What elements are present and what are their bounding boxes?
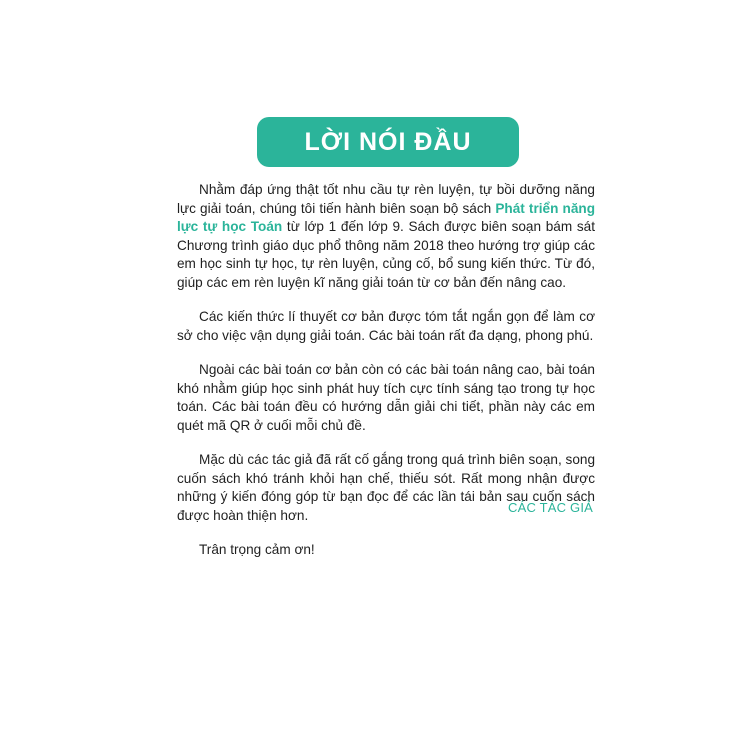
- paragraph-1-intro: Nhằm đáp ứng thật tốt nhu cầu tự rèn luyện, tự bồi dưỡng năng lực giải toán, chúng tôi tiến hành biên soạn bộ sách: [177, 182, 595, 216]
- paragraph-4: Mặc dù các tác giả đã rất cố gắng trong quá trình biên soạn, song cuốn sách khó tránh khỏi hạn chế, thiếu sót. Rất mong nhận được những ý kiến đóng góp từ bạn đọc để các lần tái bản sau cuốn sách được hoàn thiện hơn.: [177, 452, 595, 523]
- paragraph-2: Các kiến thức lí thuyết cơ bản được tóm tắt ngắn gọn để làm cơ sở cho việc vận dụng giải toán. Các bài toán rất đa dạng, phong phú.: [177, 309, 595, 343]
- book-series-title: Phát triển năng lực tự học Toán: [177, 200, 595, 234]
- paragraph-1-rest: từ lớp 1 đến lớp 9. Sách được biên soạn bám sát Chương trình giáo dục phổ thông năm 2018 theo hướng trợ giúp các em học sinh tự học, tự rèn luyện, củng cố, bổ sung kiến thức. Từ đó, giúp các em rèn luyện kĩ năng giải toán từ cơ bản đến nâng cao.: [177, 219, 595, 290]
- title-banner: [257, 117, 519, 167]
- authors-signature: CÁC TÁC GIẢ: [508, 500, 594, 515]
- paragraph-3: Ngoài các bài toán cơ bản còn có các bài toán nâng cao, bài toán khó nhằm giúp học sinh phát huy tích cực tính sáng tạo trong tự học toán. Các bài toán đều có hướng dẫn giải chi tiết, phần này các em quét mã QR ở cuối mỗi chủ đề.: [177, 362, 595, 433]
- page-title: LỜI NÓI ĐẦU: [304, 127, 472, 156]
- paragraph-1: [177, 181, 595, 292]
- closing-thanks: Trân trọng cảm ơn!: [199, 542, 315, 557]
